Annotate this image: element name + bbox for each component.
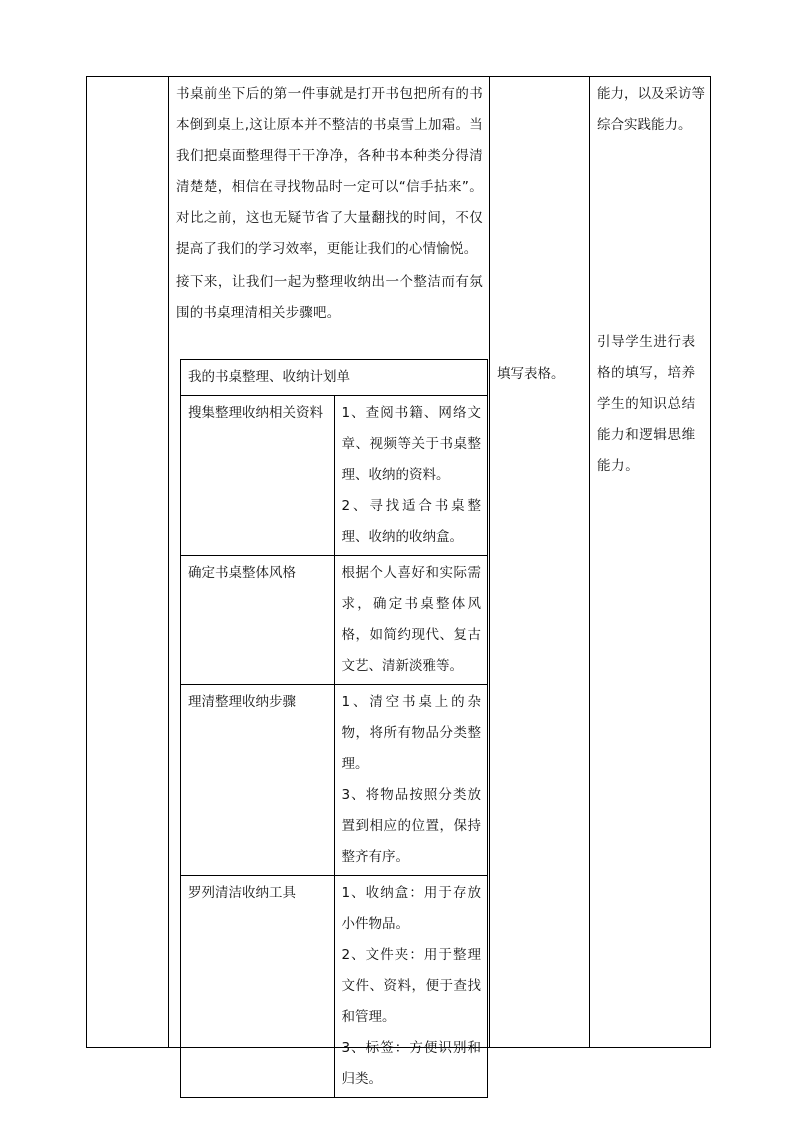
- row-item: 2、文件夹：用于整理文件、资料，便于查找和管理。: [341, 947, 481, 1025]
- plan-table: [180, 359, 488, 1098]
- student-activity-text: 填写表格。: [497, 366, 565, 382]
- row-label: 搜集整理收纳相关资料: [181, 396, 335, 556]
- row-item: 3、标签：方便识别和归类。: [341, 1040, 481, 1087]
- design-intent-cell: [590, 77, 711, 1048]
- content-cell-inner: [169, 77, 489, 1087]
- intro-paragraph-1: 书桌前坐下后的第一件事就是打开书包把所有的书本倒到桌上,这让原本并不整洁的书桌雪上加霜。当我们把桌面整理得干干净净，各种书本种类分得清清楚楚，相信在寻找物品时一定可以“信手拈来”。对比之前，这也无疑节省了大量翻找的时间，不仅提高了我们的学习效率，更能让我们的心情愉悦。: [176, 86, 483, 257]
- table-row: [181, 876, 488, 1098]
- row-description: [334, 876, 488, 1098]
- lesson-row: [87, 77, 711, 1048]
- content-cell: [169, 77, 490, 1087]
- row-item: 根据个人喜好和实际需求，确定书桌整体风格，如简约现代、复古文艺、清新淡雅等。: [341, 565, 481, 674]
- table-row: [181, 685, 488, 876]
- design-intent-text-2: 引导学生进行表格的填写，培养学生的知识总结能力和逻辑思维能力。: [597, 334, 696, 474]
- row-item: 1、清空书桌上的杂物，将所有物品分类整理。: [341, 694, 481, 772]
- row-description: [334, 556, 488, 685]
- row-item: 2、寻找适合书桌整理、收纳的收纳盒。: [341, 498, 481, 545]
- row-item: 1、收纳盒：用于存放小件物品。: [341, 885, 481, 932]
- lesson-plan-table: [86, 76, 711, 1087]
- row-description: [334, 396, 488, 556]
- row-item: 3、将物品按照分类放置到相应的位置，保持整齐有序。: [341, 787, 481, 865]
- table-row: [181, 556, 488, 685]
- plan-table-title-row: [181, 360, 488, 396]
- stage-cell: [87, 77, 169, 1048]
- row-item: 1、查阅书籍、网络文章、视频等关于书桌整理、收纳的资料。: [341, 405, 481, 483]
- intro-paragraph-2: 接下来，让我们一起为整理收纳出一个整洁而有氛围的书桌理清相关步骤吧。: [176, 274, 483, 321]
- design-intent-text-1: 能力，以及采访等综合实践能力。: [597, 86, 705, 133]
- plan-table-title: 我的书桌整理、收纳计划单: [181, 360, 488, 396]
- row-label: 确定书桌整体风格: [181, 556, 335, 685]
- table-row: [181, 396, 488, 556]
- row-label: 理清整理收纳步骤: [181, 685, 335, 876]
- student-activity-cell: [490, 77, 590, 1048]
- row-description: [334, 685, 488, 876]
- row-label: 罗列清洁收纳工具: [181, 876, 335, 1098]
